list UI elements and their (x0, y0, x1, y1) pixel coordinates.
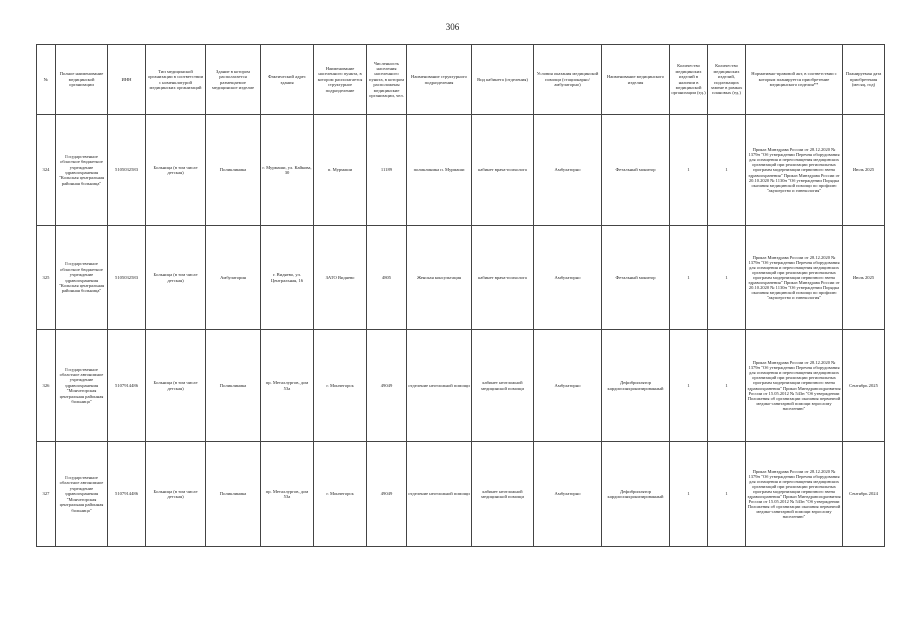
inn-cell: 5107914486 (108, 330, 146, 442)
inn-cell: 5105032583 (108, 115, 146, 226)
device-cell: Фетальный монитор (602, 115, 670, 226)
header-cell: Планируемая дата приобретения (месяц, год) (843, 45, 885, 115)
header-cell: Наименование структурного подразделения (407, 45, 472, 115)
inn-cell: 5105032583 (108, 226, 146, 330)
population-cell: 49049 (367, 330, 407, 442)
purchase-date-cell: Сентябрь 2025 (843, 330, 885, 442)
unit-cell: отделение неотложной помощи (407, 330, 472, 442)
purchase-date-cell: Июль 2025 (843, 115, 885, 226)
device-cell: Дефибриллятор кардиосинхронизированный (602, 330, 670, 442)
table-row (37, 115, 885, 226)
legal-act-cell: Приказ Минздрава России от 28.12.2020 № 1379н "Об утверждении Перечня оборудования для оснащения и переоснащения медицинских организаций при реализации региональных программ модернизации первичного звена здравоохранения" Приказ Минздравсоцразвития России от 15.05.2012 № 543н "Об утверждении Положения об организации оказания первичной медико-санитарной помощи взрослому населению" (746, 330, 843, 442)
locality-cell: ЗАТО Видяево (314, 226, 367, 330)
device-cell: Дефибриллятор кардиосинхронизированный (602, 442, 670, 547)
header-cell: Полное наименование медицинской организации (56, 45, 108, 115)
qty-replace-cell: 1 (708, 226, 746, 330)
purchase-date-cell: Июль 2025 (843, 226, 885, 330)
conditions-cell: Амбулаторно (534, 330, 602, 442)
address-cell: пр. Металлургов, дом 53а (261, 330, 314, 442)
conditions-cell: Амбулаторно (534, 226, 602, 330)
building-cell: Поликлиника (206, 330, 261, 442)
header-cell: № (37, 45, 56, 115)
unit-cell: поликлиника п. Мурмаши (407, 115, 472, 226)
address-cell: пр. Металлургов, дом 53а (261, 442, 314, 547)
conditions-cell: Амбулаторно (534, 442, 602, 547)
cabinet-cell: кабинет врача-психолога (472, 115, 534, 226)
org-type-cell: Больница (в том числе детская) (146, 226, 206, 330)
header-cell: Вид кабинета (отделения) (472, 45, 534, 115)
legal-act-cell: Приказ Минздрава России от 28.12.2020 № 1379н "Об утверждении Перечня оборудования для оснащения и переоснащения медицинских организаций при реализации региональных программ модернизации первичного звена здравоохранения" Приказ Минздрава России от 20.10.2020 № 1130н "Об утверждении Порядка оказания медицинской помощи по профилю "акушерство и гинекология" (746, 226, 843, 330)
locality-cell: г. Мончегорск (314, 330, 367, 442)
unit-cell: отделение неотложной помощи (407, 442, 472, 547)
address-cell: г. Мурмаши, ул. Кайкова, 30 (261, 115, 314, 226)
qty-replace-cell: 1 (708, 115, 746, 226)
org-name-cell: Государственное областное бюджетное учреждение здравоохранения "Кольская центральная районная больница" (56, 226, 108, 330)
org-type-cell: Больница (в том числе детская) (146, 330, 206, 442)
qty-have-cell: 1 (670, 442, 708, 547)
inn-cell: 5107914486 (108, 442, 146, 547)
row-number-cell: 326 (37, 330, 56, 442)
cabinet-cell: кабинет неотложной медицинской помощи (472, 442, 534, 547)
locality-cell: п. Мурмаши (314, 115, 367, 226)
qty-have-cell: 1 (670, 115, 708, 226)
table-row (37, 226, 885, 330)
population-cell: 11189 (367, 115, 407, 226)
table-row (37, 442, 885, 547)
header-cell: Здание в котором располагается размещаемое медицинское изделие (206, 45, 261, 115)
org-type-cell: Больница (в том числе детская) (146, 442, 206, 547)
cabinet-cell: кабинет врача-психолога (472, 226, 534, 330)
building-cell: Поликлиника (206, 115, 261, 226)
equipment-plan-table (36, 44, 885, 547)
table-header-row (37, 45, 885, 115)
legal-act-cell: Приказ Минздрава России от 28.12.2020 № 1379н "Об утверждении Перечня оборудования для оснащения и переоснащения медицинских организаций при реализации региональных программ модернизации первичного звена здравоохранения" Приказ Минздравсоцразвития России от 15.05.2012 № 543н "Об утверждении Положения об организации оказания первичной медико-санитарной помощи взрослому населению" (746, 442, 843, 547)
qty-replace-cell: 1 (708, 330, 746, 442)
header-cell: Фактический адрес здания (261, 45, 314, 115)
unit-cell: Женская консультация (407, 226, 472, 330)
table-row (37, 330, 885, 442)
header-cell: ИНН (108, 45, 146, 115)
population-cell: 49049 (367, 442, 407, 547)
header-cell: Количество медицинских изделий в наличии в медицинской организации (ед.) (670, 45, 708, 115)
header-cell: Наименование медицинского изделия (602, 45, 670, 115)
org-name-cell: Государственное областное автономное учреждение здравоохранения "Мончегорская центральная районная больница" (56, 442, 108, 547)
row-number-cell: 324 (37, 115, 56, 226)
page-number: 306 (445, 22, 460, 32)
header-cell: Количество медицинских изделий, подлежащих замене в рамках плановых (ед.) (708, 45, 746, 115)
legal-act-cell: Приказ Минздрава России от 28.12.2020 № 1379н "Об утверждении Перечня оборудования для оснащения и переоснащения медицинских организаций при реализации региональных программ модернизации первичного звена здравоохранения" Приказ Минздрава России от 20.10.2020 № 1130н "Об утверждении Порядка оказания медицинской помощи по профилю "акушерство и гинекология" (746, 115, 843, 226)
conditions-cell: Амбулаторно (534, 115, 602, 226)
header-cell: Численность населения населенного пункта, в котором расположены медицинские организации, чел. (367, 45, 407, 115)
org-name-cell: Государственное областное автономное учреждение здравоохранения "Мончегорская центральная районная больница" (56, 330, 108, 442)
qty-replace-cell: 1 (708, 442, 746, 547)
purchase-date-cell: Сентябрь 2024 (843, 442, 885, 547)
header-cell: Наименование населенного пункта, в котором располагается структурное подразделение (314, 45, 367, 115)
population-cell: 4805 (367, 226, 407, 330)
header-cell: Тип медицинской организации в соответствии с номенклатурой медицинских организаций (146, 45, 206, 115)
header-cell: Нормативно-правовой акт, в соответствии с которым планируется приобретение медицинского изделия** (746, 45, 843, 115)
row-number-cell: 325 (37, 226, 56, 330)
building-cell: Амбулатория (206, 226, 261, 330)
header-cell: Условия оказания медицинской помощи (стационарно/ амбулаторно) (534, 45, 602, 115)
qty-have-cell: 1 (670, 226, 708, 330)
locality-cell: г. Мончегорск (314, 442, 367, 547)
building-cell: Поликлиника (206, 442, 261, 547)
org-type-cell: Больница (в том числе детская) (146, 115, 206, 226)
device-cell: Фетальный монитор (602, 226, 670, 330)
org-name-cell: Государственное областное бюджетное учреждение здравоохранения "Кольская центральная районная больница" (56, 115, 108, 226)
cabinet-cell: кабинет неотложной медицинской помощи (472, 330, 534, 442)
qty-have-cell: 1 (670, 330, 708, 442)
row-number-cell: 327 (37, 442, 56, 547)
address-cell: г. Видяево, ул. Центральная, 16 (261, 226, 314, 330)
